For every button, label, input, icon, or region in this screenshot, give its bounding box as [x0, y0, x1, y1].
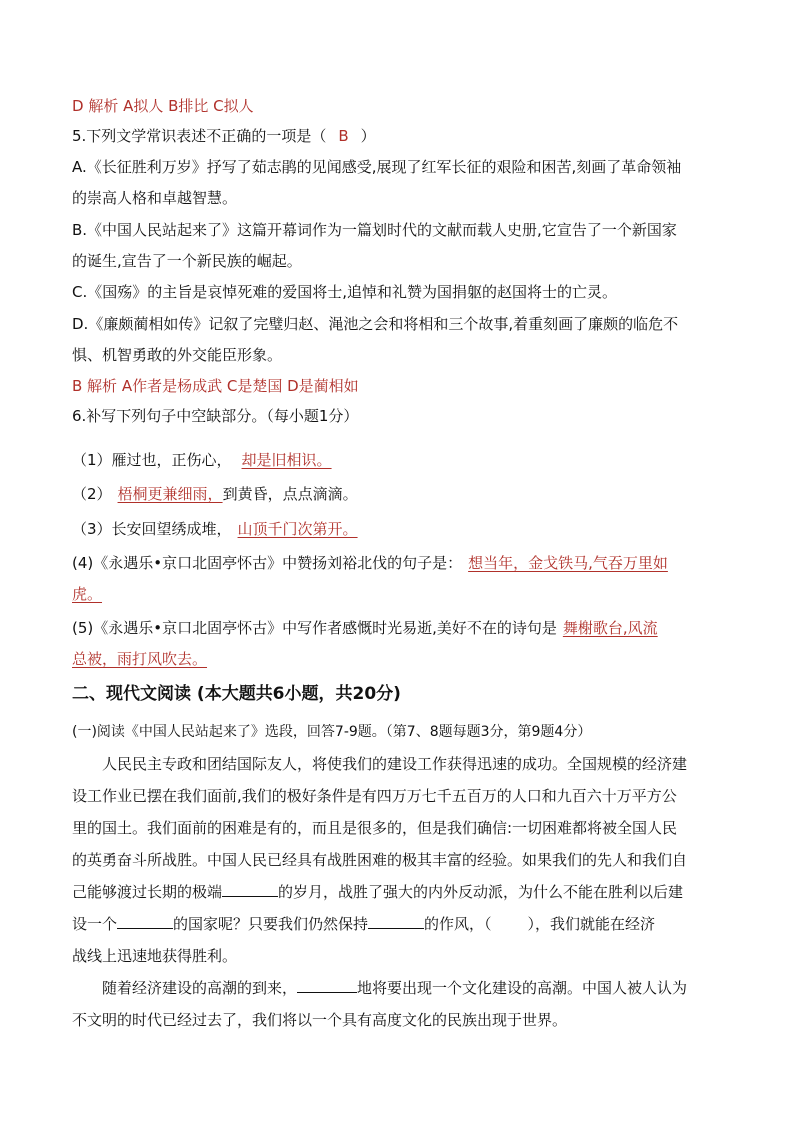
section2-title: 二、现代文阅读 (本大题共6小题，共20分) — [72, 684, 401, 704]
passage-p1-line5-a: 己能够渡过长期的极端 — [72, 883, 223, 901]
q6-item4-answer-part1: 想当年，金戈铁马,气吞万里如 — [468, 554, 668, 572]
q6-item-3 — [72, 519, 358, 539]
passage-p1-line6 — [72, 914, 655, 934]
q6-item2-answer: 梧桐更兼细雨， — [117, 485, 223, 503]
q5-option-a-line2: 的崇高人格和卓越智慧。 — [72, 189, 238, 207]
q6-item-4-line1 — [72, 553, 668, 573]
section2-intro: (一)阅读《中国人民站起来了》选段，回答7-9题。（第7、8题每题3分，第9题4分） — [72, 724, 592, 740]
fill-blank-2 — [117, 914, 173, 929]
q5-analysis: B 解析 A作者是杨成武 C是楚国 D是蔺相如 — [72, 377, 359, 395]
q6-item3-text: （3）长安回望绣成堆， — [72, 520, 232, 538]
passage-p1-line5 — [72, 882, 683, 902]
fill-blank-4 — [297, 978, 357, 993]
q6-item1-answer: 却是旧相识。 — [241, 451, 332, 469]
passage-p2-line2: 不文明的时代已经过去了，我们将以一个具有高度文化的民族出现于世界。 — [72, 1011, 568, 1029]
q6-item1-text: （1）雁过也，正伤心， — [72, 451, 232, 469]
q6-item4-answer-part2: 虎。 — [72, 585, 103, 603]
q6-item2-prefix: （2） — [72, 485, 112, 503]
passage-p2-line1-b: 地将要出现一个文化建设的高潮。中国人被人认为 — [357, 979, 688, 997]
q6-item5-answer-part2: 总被，雨打风吹去。 — [72, 650, 208, 668]
q5-option-a-line1: A.《长征胜利万岁》抒写了茹志鹃的见闻感受,展现了红军长征的艰险和困苦,刻画了革命领袖 — [72, 158, 682, 176]
q6-stem: 6.补写下列句子中空缺部分。（每小题1分） — [72, 407, 359, 425]
q6-item3-answer: 山顶千门次第开。 — [237, 520, 358, 538]
passage-p2-line1-a: 随着经济建设的高潮的到来， — [102, 979, 298, 997]
passage-p1-line2: 设工作业已摆在我们面前,我们的极好条件是有四万万七千五百万的人口和九百六十万平方公 — [72, 787, 677, 805]
q5-option-b-line1: B.《中国人民站起来了》这篇开幕词作为一篇划时代的文献而载人史册,它宣告了一个新国家 — [72, 221, 677, 239]
q6-item5-text: (5)《永遇乐•京口北固亭怀古》中写作者感慨时光易逝,美好不在的诗句是 — [72, 619, 557, 637]
q5-option-d-line2: 惧、机智勇敢的外交能臣形象。 — [72, 346, 283, 364]
q5-option-d-line1: D.《廉颇蔺相如传》记叙了完璧归赵、渑池之会和将相和三个故事,着重刻画了廉颇的临危不 — [72, 315, 679, 333]
passage-p1-line3: 里的国土。我们面前的困难是有的，而且是很多的，但是我们确信:一切困难都将被全国人民 — [72, 819, 678, 837]
q5-stem-prefix: 5.下列文学常识表述不正确的一项是（ — [72, 127, 327, 145]
passage-p1-line6-c: 的作风，（ — [424, 915, 492, 933]
passage-p1-line6-d: ），我们就能在经济 — [527, 915, 656, 933]
q4-analysis: D 解析 A拟人 B排比 C拟人 — [72, 97, 254, 115]
q6-item-5-line2 — [72, 649, 207, 669]
q6-item2-text: 到黄昏，点点滴滴。 — [222, 485, 358, 503]
q5-stem — [72, 126, 376, 146]
q6-item-4-line2 — [72, 584, 118, 604]
q6-item-5-line1 — [72, 618, 658, 638]
q6-item-2 — [72, 484, 358, 504]
passage-p1-line4: 的英勇奋斗所战胜。中国人民已经具有战胜困难的极其丰富的经验。如果我们的先人和我们自 — [72, 851, 688, 869]
passage-p1-line6-b: 的国家呢？只要我们仍然保持 — [173, 915, 369, 933]
q6-item5-answer-part1: 舞榭歌台,风流 — [562, 619, 658, 637]
q5-stem-suffix: ） — [360, 127, 376, 145]
q5-option-c: C.《国殇》的主旨是哀悼死难的爱国将士,追悼和礼赞为国捐躯的赵国将士的亡灵。 — [72, 283, 618, 301]
fill-blank-3 — [368, 914, 424, 929]
passage-p1-line7: 战线上迅速地获得胜利。 — [72, 947, 238, 965]
passage-p1-line5-b: 的岁月，战胜了强大的内外反动派，为什么不能在胜利以后建 — [278, 883, 684, 901]
q5-answer: B — [338, 127, 349, 145]
fill-blank-1 — [222, 882, 278, 897]
q6-item4-text: (4)《永遇乐•京口北固亭怀古》中赞扬刘裕北伐的句子是： — [72, 554, 463, 572]
q5-option-b-line2: 的诞生,宣告了一个新民族的崛起。 — [72, 252, 302, 270]
passage-p1-line6-a: 设一个 — [72, 915, 118, 933]
passage-p2-line1 — [102, 978, 687, 998]
q6-item-1 — [72, 450, 332, 470]
passage-p1-line1: 人民民主专政和团结国际友人，将使我们的建设工作获得迅速的成功。全国规模的经济建 — [102, 755, 688, 773]
